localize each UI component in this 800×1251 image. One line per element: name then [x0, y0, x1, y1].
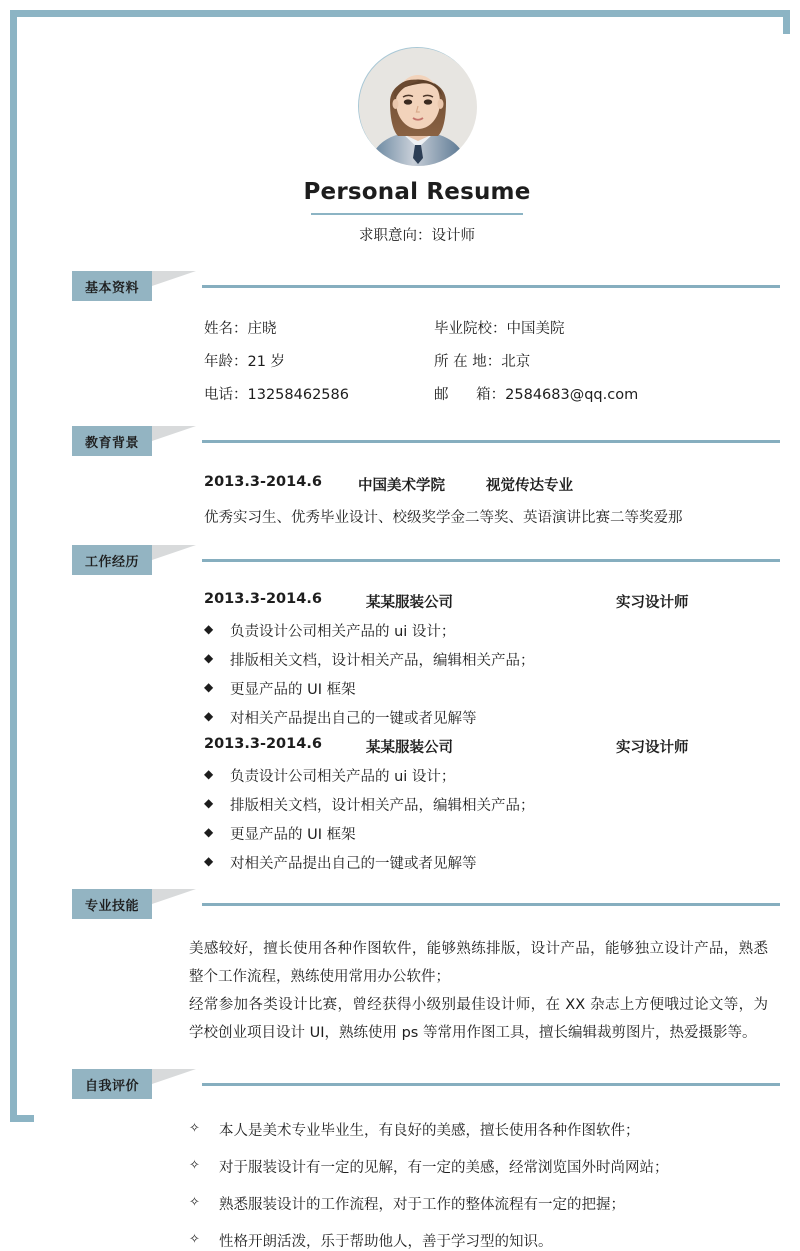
work-role: 实习设计师	[616, 595, 689, 611]
education-heading-row	[204, 474, 800, 495]
self-evaluation-item	[189, 1119, 800, 1140]
work-duty-item	[204, 649, 800, 670]
work-entry	[204, 591, 800, 728]
section-tail-arrow-icon	[152, 889, 196, 919]
school-field: 毕业院校：中国美院	[434, 321, 565, 337]
work-duty-text: 对相关产品提出自己的一键或者见解等	[230, 711, 477, 727]
section-work-experience	[34, 545, 800, 873]
section-basic-info	[34, 271, 800, 404]
self-evaluation-text: 对于服装设计有一定的见解，有一定的美感，经常浏览国外时尚网站；	[219, 1160, 669, 1176]
section-divider-line	[202, 1083, 780, 1086]
section-header-work-experience	[34, 545, 800, 575]
section-header-self-evaluation	[34, 1069, 800, 1099]
section-tail-arrow-icon	[152, 545, 196, 575]
page-border-frame	[10, 10, 790, 1250]
education-description: 优秀实习生、优秀毕业设计、校级奖学金二等奖、英语演讲比赛二等奖爱那	[204, 510, 683, 526]
work-duty-item	[204, 620, 800, 641]
location-field: 所 在 地：北京	[434, 354, 531, 370]
self-evaluation-item	[189, 1193, 800, 1214]
page-content	[34, 34, 800, 1250]
phone-field: 电话：13258462586	[204, 387, 349, 403]
work-duty-item	[204, 852, 800, 873]
education-entry	[34, 474, 800, 527]
section-tag-self-evaluation: 自我评价	[72, 1069, 152, 1099]
name-field: 姓名：庄晓	[204, 321, 277, 337]
work-duty-text: 更显产品的 UI 框架	[230, 827, 356, 843]
work-duty-text: 排版相关文档，设计相关产品，编辑相关产品；	[230, 798, 535, 814]
solid-diamond-bullet-icon: ◆	[204, 622, 214, 636]
solid-diamond-bullet-icon: ◆	[204, 651, 214, 665]
education-school: 中国美术学院	[358, 478, 445, 494]
work-duty-item	[204, 794, 800, 815]
work-duty-item	[204, 765, 800, 786]
work-duty-text: 对相关产品提出自己的一键或者见解等	[230, 856, 477, 872]
section-tail-arrow-icon	[152, 271, 196, 301]
section-tail-arrow-icon	[152, 426, 196, 456]
section-header-skills	[34, 889, 800, 919]
section-skills	[34, 889, 800, 1047]
section-header-education	[34, 426, 800, 456]
work-role: 实习设计师	[616, 740, 689, 756]
hollow-diamond-bullet-icon: ✧	[189, 1121, 200, 1136]
work-entry	[204, 736, 800, 873]
work-heading-row	[204, 736, 800, 757]
work-duty-item	[204, 823, 800, 844]
work-duty-item	[204, 707, 800, 728]
self-evaluation-list	[34, 1119, 800, 1251]
self-evaluation-text: 本人是美术专业毕业生，有良好的美感，擅长使用各种作图软件；	[219, 1123, 640, 1139]
hollow-diamond-bullet-icon: ✧	[189, 1195, 200, 1210]
section-tag-skills: 专业技能	[72, 889, 152, 919]
section-divider-line	[202, 903, 780, 906]
skills-body	[34, 935, 800, 1047]
solid-diamond-bullet-icon: ◆	[204, 796, 214, 810]
page-title: Personal Resume	[303, 179, 531, 205]
solid-diamond-bullet-icon: ◆	[204, 854, 214, 868]
work-duty-text: 更显产品的 UI 框架	[230, 682, 356, 698]
self-evaluation-text: 性格开朗活泼，乐于帮助他人，善于学习型的知识。	[219, 1234, 553, 1250]
section-tag-basic-info: 基本资料	[72, 271, 152, 301]
self-evaluation-item	[189, 1230, 800, 1251]
section-header-basic-info	[34, 271, 800, 301]
basic-info-grid	[34, 317, 800, 404]
education-major: 视觉传达专业	[486, 478, 573, 494]
solid-diamond-bullet-icon: ◆	[204, 709, 214, 723]
work-company: 某某服装公司	[366, 740, 453, 756]
section-divider-line	[202, 559, 780, 562]
section-self-evaluation	[34, 1069, 800, 1251]
solid-diamond-bullet-icon: ◆	[204, 767, 214, 781]
hollow-diamond-bullet-icon: ✧	[189, 1232, 200, 1247]
skills-paragraph: 美感较好，擅长使用各种作图软件，能够熟练排版，设计产品，能够独立设计产品，熟悉整个工作流程，熟练使用常用办公软件；	[189, 941, 768, 985]
email-field: 邮 箱：2584683@qq.com	[434, 387, 639, 403]
job-objective: 求职意向：设计师	[359, 228, 475, 244]
section-tag-education: 教育背景	[72, 426, 152, 456]
section-tail-arrow-icon	[152, 1069, 196, 1099]
work-date: 2013.3-2014.6	[204, 736, 322, 752]
work-duty-text: 负责设计公司相关产品的 ui 设计；	[230, 769, 456, 785]
skills-paragraph: 经常参加各类设计比赛，曾经获得小级别最佳设计师，在 XX 杂志上方便哦过论文等，为学校创业项目设计 UI，熟练使用 ps 等常用作图工具，擅长编辑裁剪图片，热爱摄影等。	[189, 997, 768, 1041]
work-entries	[34, 591, 800, 873]
self-evaluation-text: 熟悉服装设计的工作流程，对于工作的整体流程有一定的把握；	[219, 1197, 625, 1213]
work-duty-text: 负责设计公司相关产品的 ui 设计；	[230, 624, 456, 640]
section-tag-work-experience: 工作经历	[72, 545, 152, 575]
solid-diamond-bullet-icon: ◆	[204, 680, 214, 694]
work-company: 某某服装公司	[366, 595, 453, 611]
work-duty-item	[204, 678, 800, 699]
hollow-diamond-bullet-icon: ✧	[189, 1158, 200, 1173]
avatar	[358, 47, 476, 165]
title-underline	[311, 213, 523, 215]
section-education	[34, 426, 800, 527]
work-duty-text: 排版相关文档，设计相关产品，编辑相关产品；	[230, 653, 535, 669]
resume-header	[34, 34, 800, 245]
work-heading-row	[204, 591, 800, 612]
self-evaluation-item	[189, 1156, 800, 1177]
section-divider-line	[202, 440, 780, 443]
age-field: 年龄：21 岁	[204, 354, 286, 370]
education-date: 2013.3-2014.6	[204, 474, 322, 490]
section-divider-line	[202, 285, 780, 288]
work-date: 2013.3-2014.6	[204, 591, 322, 607]
solid-diamond-bullet-icon: ◆	[204, 825, 214, 839]
avatar-photo-icon	[359, 48, 477, 166]
